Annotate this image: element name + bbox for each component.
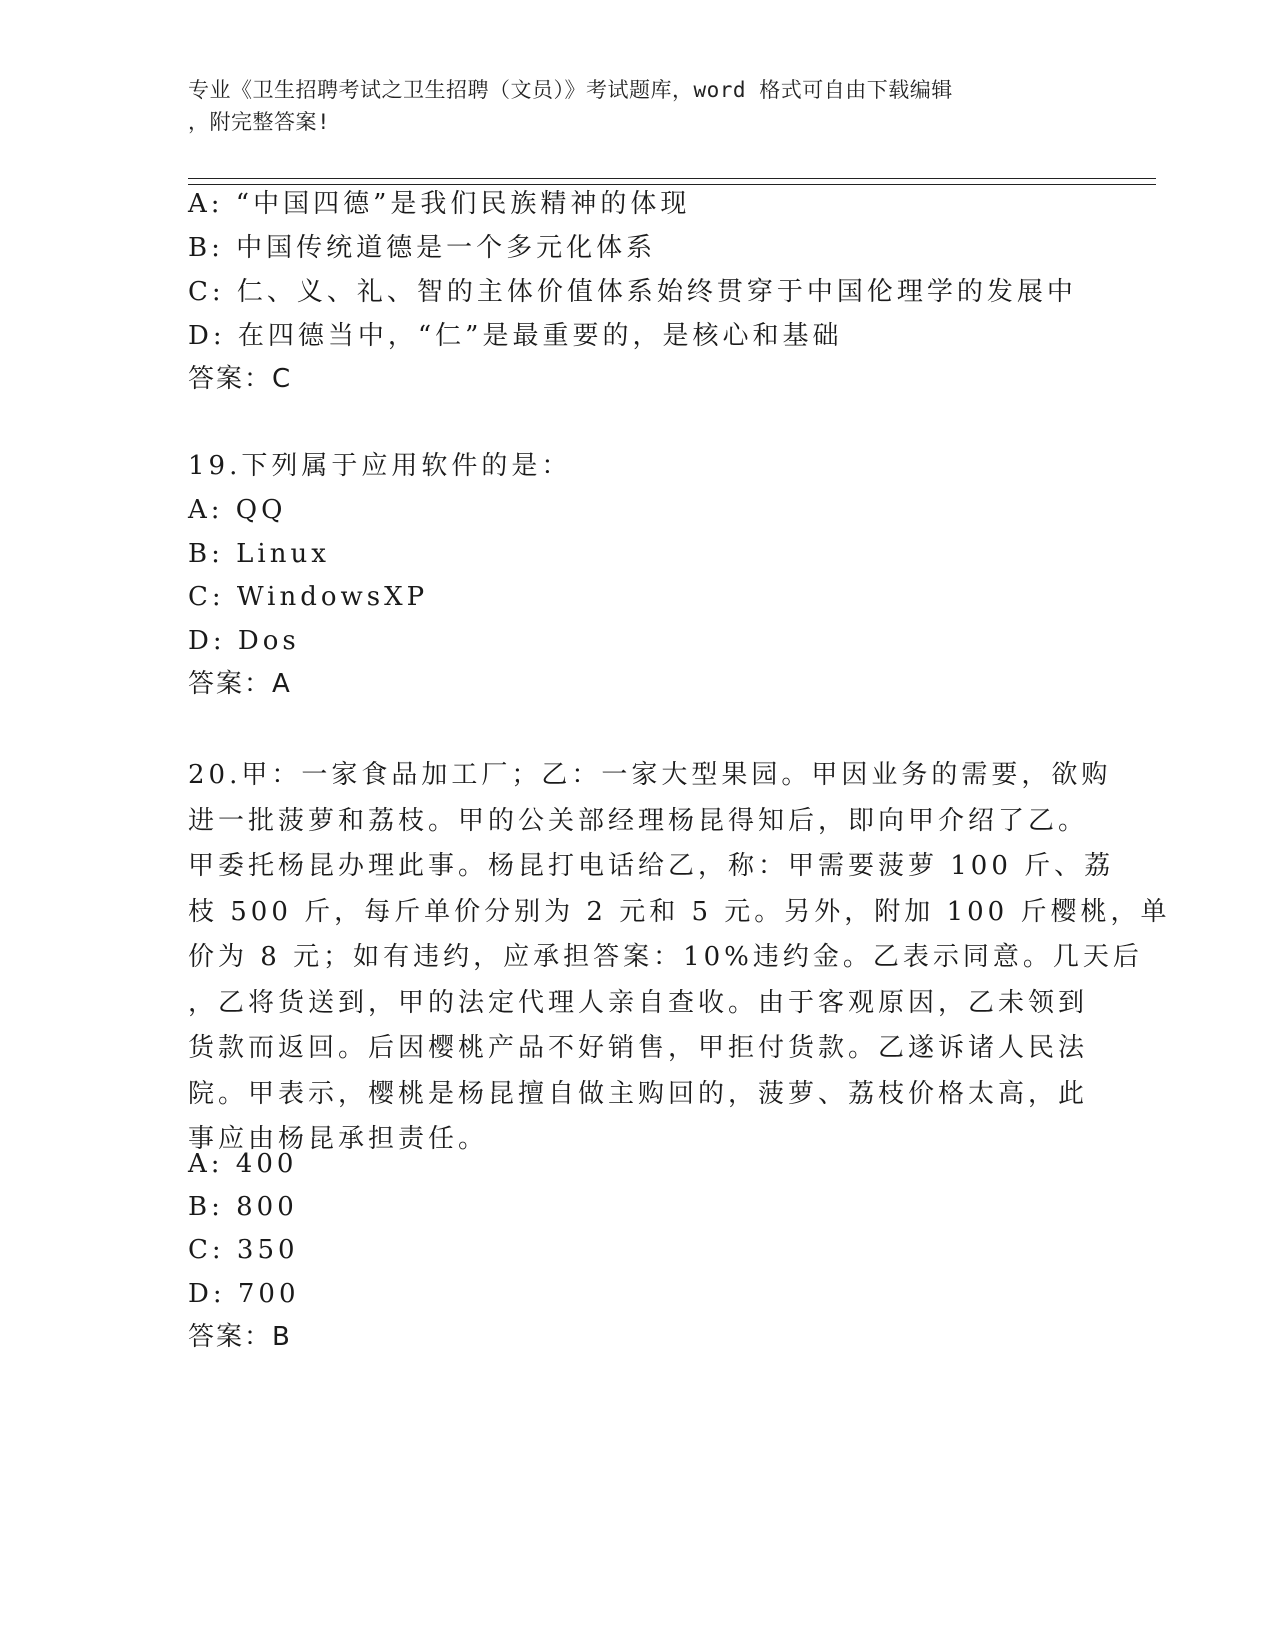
q20-stem-line: 货款而返回。后因樱桃产品不好销售，甲拒付货款。乙遂诉诸人民法 (188, 1033, 1089, 1063)
q18-option-b: B: 中国传统道德是一个多元化体系 (188, 233, 657, 263)
header-note-line-2: ，附完整答案! (188, 110, 331, 134)
q20-stem-line: 甲委托杨昆办理此事。杨昆打电话给乙，称：甲需要菠萝 100 斤、荔 (188, 851, 1115, 881)
q20-stem-line: 事应由杨昆承担责任。 (188, 1124, 489, 1154)
q19-option-a: A: QQ (188, 495, 287, 525)
q20-stem-line: ，乙将货送到，甲的法定代理人亲自查收。由于客观原因，乙未领到 (188, 987, 1089, 1018)
q20-stem-line: 进一批菠萝和荔枝。甲的公关部经理杨昆得知后，即向甲介绍了乙。 (188, 805, 1089, 836)
q20-stem-line: 院。甲表示，樱桃是杨昆擅自做主购回的，菠萝、荔枝价格太高，此 (188, 1078, 1089, 1109)
q20-option-d: D: 700 (188, 1279, 300, 1309)
q19-answer: 答案：A (188, 669, 292, 699)
q18-option-d: D: 在四德当中，“仁”是最重要的，是核心和基础 (188, 321, 843, 351)
q19-stem: 19.下列属于应用软件的是： (188, 451, 572, 481)
header-note-line-1: 专业《卫生招聘考试之卫生招聘（文员）》考试题库，word 格式可自由下载编辑 (188, 78, 953, 102)
document-header-note (188, 74, 1088, 138)
q18-option-a: A: “中国四德”是我们民族精神的体现 (188, 189, 691, 219)
q20-stem (188, 753, 1171, 1163)
header-divider-bottom (188, 184, 1156, 185)
q20-answer: 答案：B (188, 1322, 292, 1352)
q20-stem-line: 枝 500 斤，每斤单价分别为 2 元和 5 元。另外，附加 100 斤樱桃，单 (188, 896, 1171, 927)
q20-option-c: C: 350 (188, 1235, 299, 1265)
q18-answer: 答案：C (188, 364, 293, 394)
q20-option-b: B: 800 (188, 1192, 298, 1222)
q18-option-c: C: 仁、义、礼、智的主体价值体系始终贯穿于中国伦理学的发展中 (188, 277, 1077, 307)
q19-option-b: B: Linux (188, 539, 330, 569)
header-divider-top (188, 178, 1156, 179)
q20-option-a: A: 400 (188, 1149, 298, 1179)
q19-option-c: C: WindowsXP (188, 582, 429, 612)
q19-option-d: D: Dos (188, 626, 300, 656)
q20-stem-line: 20.甲：一家食品加工厂；乙：一家大型果园。甲因业务的需要，欲购 (188, 760, 1112, 790)
q20-stem-line: 价为 8 元；如有违约，应承担答案：10%违约金。乙表示同意。几天后 (188, 942, 1143, 972)
